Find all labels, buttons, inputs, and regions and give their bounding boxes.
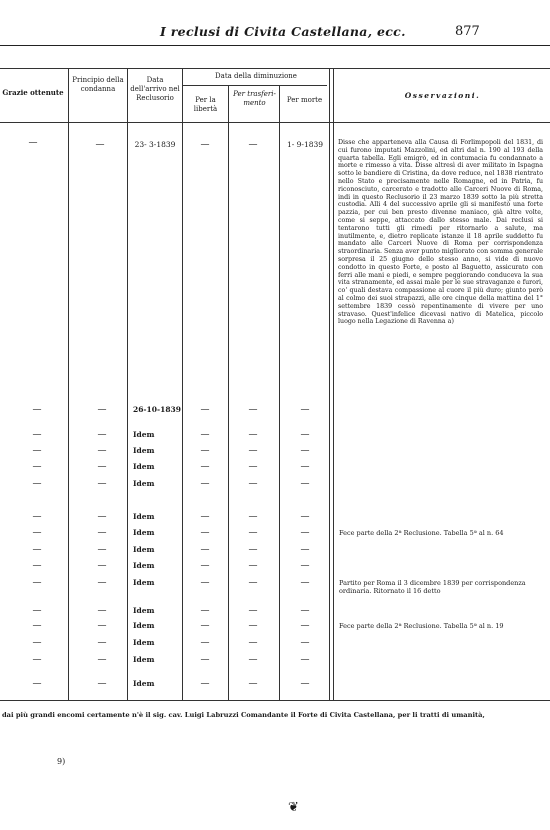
arrivo-cell: Idem [133, 446, 155, 455]
arrivo-cell: Idem [133, 430, 155, 439]
trasferimento-cell: — [248, 621, 258, 631]
grazie-cell: — [32, 638, 42, 648]
trasferimento-cell: — [248, 545, 258, 555]
row-observation: Fece parte della 2ª Reclusione. Tabella 5ª al n. 19 [339, 622, 504, 630]
trasferimento-cell: — [248, 638, 258, 648]
morte-cell: — [300, 405, 310, 415]
row-observation: Fece parte della 2ª Reclusione. Tabella 5ª al n. 64 [339, 529, 504, 537]
liberta-cell: — [200, 140, 210, 150]
trasferimento-cell: — [248, 462, 258, 472]
morte-cell: — [300, 430, 310, 440]
principio-cell: — [97, 479, 107, 489]
principio-cell: — [97, 638, 107, 648]
col-header-arrivo: Data dell'arrivo nel Reclusorio [130, 76, 180, 102]
arrivo-cell: 26-10-1839 [133, 405, 181, 414]
morte-cell: — [300, 446, 310, 456]
grazie-cell: — [28, 138, 38, 148]
arrivo-cell: Idem [133, 512, 155, 521]
col-divider [329, 68, 330, 700]
col-header-morte: Per morte [286, 96, 323, 104]
trasferimento-cell: — [248, 578, 258, 588]
morte-cell: — [300, 479, 310, 489]
liberta-cell: — [200, 655, 210, 665]
trasferimento-cell: — [248, 140, 258, 150]
arrivo-cell: Idem [133, 561, 155, 570]
arrivo-cell: Idem [133, 638, 155, 647]
principio-cell: — [97, 578, 107, 588]
arrivo-cell: Idem [133, 655, 155, 664]
liberta-cell: — [200, 638, 210, 648]
principio-cell: — [97, 621, 107, 631]
trasferimento-cell: — [248, 606, 258, 616]
col-header-grazie: Grazie ottenute [2, 88, 64, 97]
liberta-cell: — [200, 606, 210, 616]
morte-cell: — [300, 655, 310, 665]
morte-cell: — [300, 578, 310, 588]
principio-cell: — [97, 405, 107, 415]
trasferimento-cell: — [248, 528, 258, 538]
morte-cell: — [300, 638, 310, 648]
morte-cell: — [300, 621, 310, 631]
principio-cell: — [97, 679, 107, 689]
liberta-cell: — [200, 479, 210, 489]
observation-text: Disse che apparteneva alla Causa di Forlimpopoli del 1831, di cui furono imputati Mazzolini, ed altri dal n. 190 al 193 della quarta tabella. Egli emigrò, ed in contumacia fu condannato a morte e rimesso a vita. Disse altresì di aver militato in Ispagna sotto le bandiere di Cristina, da dove reduce, nel 1838 rientrato nello Stato e precisamente nelle Romagne, ed in Patria, fu riconosciuto, carcerato e tradotto alle Carceri Nuove di Roma, indi in questo Reclusorio il 23 marzo 1839 sotto la più stretta custodia. Alli 4 del successivo aprile gli si manifestò una forte pazzia, per cui ben presto divenne maniaco, già altre volte, come si seppe, attaccato dallo stesso male. Dai reclusi si tentarono tutti gli rimedi per ritornarlo a salute, ma inutilmente, e, dietro replicate istanze il 18 aprile suddetto fu mandato alle Carceri Nuove di Roma per corrispondenza straordinaria. Senza aver punto migliorato con somma generale sorpresa il 25 giugno dello stesso anno, si vide di nuovo condotto in questo Forte, e posto al Baguetto, assicurato con ferri alle mani e piedi, e sempre peggiorando conduceva la sua vita stranamente, ed assai male per le sue stravaganze e furori, co' quali destava compassione al cuore il più duro; giunto però al colmo dei suoi strapazzi, alle ore cinque della mattina del 1° settembre 1839 cessò repentinamente di vivere per uno stravaso. Quest'infelice dicevasi nativo di Matelica, piccolo luogo nella Legazione di Ravenna a) [338, 139, 543, 326]
principio-cell: — [97, 446, 107, 456]
col-header-osservazioni: Osservazioni. [404, 91, 481, 100]
page-number: 877 [455, 24, 480, 39]
arrivo-cell: Idem [133, 462, 155, 471]
liberta-cell: — [200, 446, 210, 456]
footer-text: dai più grandi encomi certamente n'è il sig. cav. Luigi Labruzzi Comandante il Forte di Civita Castellana, per li tratti di umanità, [2, 711, 485, 719]
morte-cell: — [300, 528, 310, 538]
morte-cell: — [300, 679, 310, 689]
arrivo-cell: Idem [133, 606, 155, 615]
grazie-cell: — [32, 528, 42, 538]
principio-cell: — [97, 545, 107, 555]
table-head-rule [0, 122, 550, 123]
liberta-cell: — [200, 405, 210, 415]
footnote-number: 9) [57, 757, 66, 766]
grazie-cell: — [32, 606, 42, 616]
grazie-cell: — [32, 405, 42, 415]
grazie-cell: — [32, 679, 42, 689]
grazie-cell: — [32, 479, 42, 489]
arrivo-cell: Idem [133, 578, 155, 587]
trasferimento-cell: — [248, 430, 258, 440]
arrivo-cell: Idem [133, 545, 155, 554]
liberta-cell: — [200, 679, 210, 689]
principio-cell: — [97, 430, 107, 440]
principio-cell: — [97, 462, 107, 472]
arrivo-cell: Idem [133, 528, 155, 537]
grazie-cell: — [32, 430, 42, 440]
subhead-rule [182, 85, 327, 86]
col-divider [228, 85, 229, 700]
trasferimento-cell: — [248, 679, 258, 689]
principio-cell: — [97, 606, 107, 616]
liberta-cell: — [200, 545, 210, 555]
printer-mark-icon: ❦ [288, 800, 299, 815]
trasferimento-cell: — [248, 512, 258, 522]
grazie-cell: — [32, 578, 42, 588]
liberta-cell: — [200, 512, 210, 522]
liberta-cell: — [200, 621, 210, 631]
header-rule [0, 45, 550, 46]
arrivo-cell: Idem [133, 679, 155, 688]
morte-cell: — [300, 561, 310, 571]
running-title: I reclusi di Civita Castellana, ecc. [160, 24, 406, 39]
morte-cell: — [300, 512, 310, 522]
grazie-cell: — [32, 621, 42, 631]
morte-cell: — [300, 545, 310, 555]
trasferimento-cell: — [248, 479, 258, 489]
arrivo-cell: Idem [133, 479, 155, 488]
table-top-rule [0, 68, 550, 69]
grazie-cell: — [32, 655, 42, 665]
morte-cell: 1- 9-1839 [286, 140, 324, 149]
col-header-diminuzione: Data della diminuzione [215, 72, 297, 80]
col-divider [279, 85, 280, 700]
col-header-trasferimento: Per trasferi- mento [233, 90, 276, 107]
principio-cell: — [97, 561, 107, 571]
grazie-cell: — [32, 545, 42, 555]
grazie-cell: — [32, 561, 42, 571]
col-divider [127, 68, 128, 700]
table-bottom-rule [0, 700, 550, 701]
liberta-cell: — [200, 578, 210, 588]
principio-cell: — [95, 140, 105, 150]
arrivo-cell: Idem [133, 621, 155, 630]
morte-cell: — [300, 606, 310, 616]
principio-cell: — [97, 512, 107, 522]
liberta-cell: — [200, 430, 210, 440]
row-observation: Partito per Roma il 3 dicembre 1839 per corrispondenza ordinaria. Ritornato il 16 detto [339, 579, 526, 595]
col-divider [68, 68, 69, 700]
col-header-principio: Principio della condanna [72, 76, 124, 93]
principio-cell: — [97, 655, 107, 665]
grazie-cell: — [32, 462, 42, 472]
principio-cell: — [97, 528, 107, 538]
arrivo-cell: 23- 3-1839 [134, 140, 176, 149]
morte-cell: — [300, 462, 310, 472]
trasferimento-cell: — [248, 405, 258, 415]
col-header-liberta: Per la libertà [193, 96, 218, 113]
liberta-cell: — [200, 528, 210, 538]
col-divider [333, 68, 334, 700]
trasferimento-cell: — [248, 655, 258, 665]
grazie-cell: — [32, 446, 42, 456]
trasferimento-cell: — [248, 446, 258, 456]
liberta-cell: — [200, 561, 210, 571]
trasferimento-cell: — [248, 561, 258, 571]
liberta-cell: — [200, 462, 210, 472]
grazie-cell: — [32, 512, 42, 522]
